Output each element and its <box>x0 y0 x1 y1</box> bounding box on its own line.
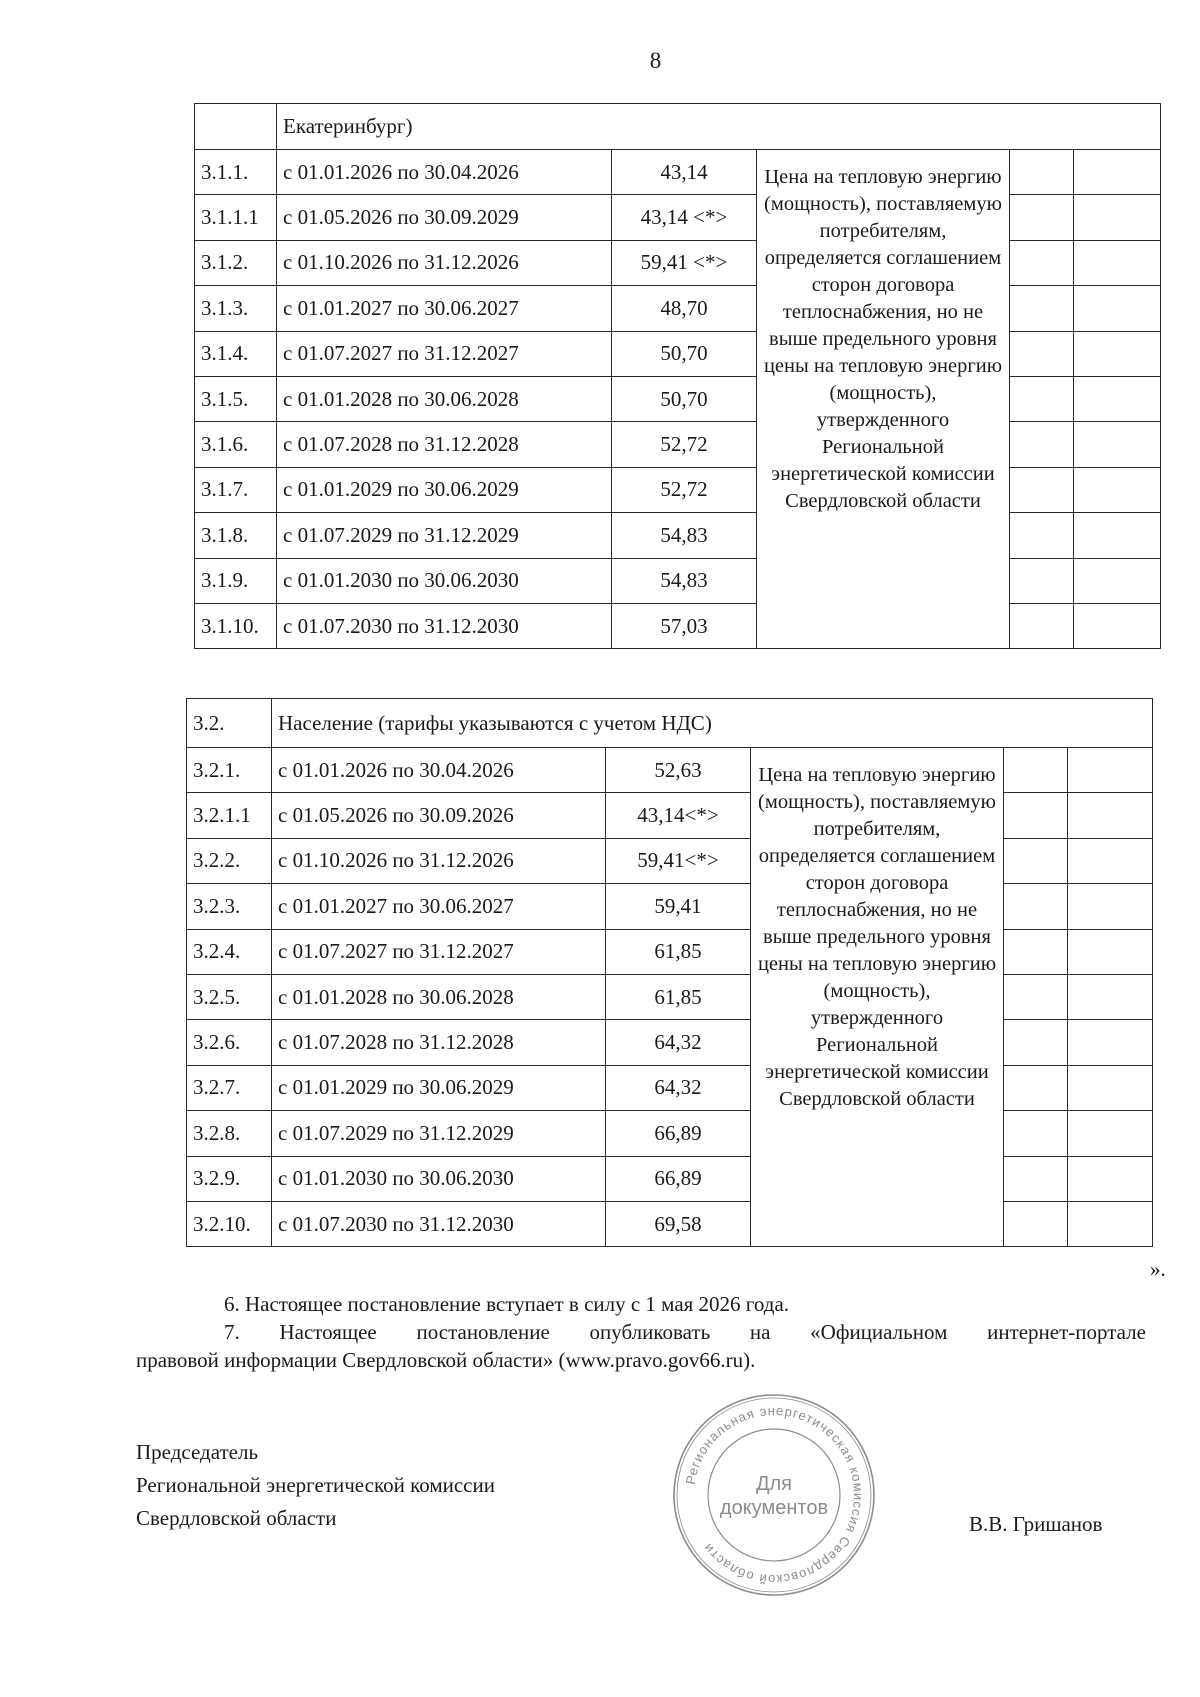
row-period: с 01.01.2026 по 30.04.2026 <box>272 748 606 793</box>
official-stamp <box>669 1390 879 1600</box>
table-row <box>195 422 1161 467</box>
row-number: 3.1.9. <box>195 558 277 603</box>
row-value: 64,32 <box>606 1020 751 1065</box>
row-period: с 01.01.2028 по 30.06.2028 <box>277 376 612 421</box>
row-value: 54,83 <box>612 513 757 558</box>
table-cell-empty <box>1068 884 1153 929</box>
table-cell-empty <box>1004 1156 1068 1201</box>
table-row <box>195 558 1161 603</box>
row-value: 69,58 <box>606 1201 751 1246</box>
row-period: с 01.10.2026 по 31.12.2026 <box>277 240 612 285</box>
table-cell-empty <box>1068 929 1153 974</box>
table-row <box>187 748 1153 793</box>
price-note: Цена на тепловую энергию (мощность), поставляемую потребителям, определяется соглашением сторон договора теплоснабжения, но не выше предельного уровня цены на тепловую энергию (мощность), утвержденного Региональной энергетической комиссии Свердловской области <box>757 150 1010 649</box>
row-number: 3.1.2. <box>195 240 277 285</box>
row-period: с 01.01.2026 по 30.04.2026 <box>277 150 612 195</box>
table-row <box>187 793 1153 838</box>
row-value: 54,83 <box>612 558 757 603</box>
row-number: 3.2.5. <box>187 974 272 1019</box>
table-cell-empty <box>1004 1020 1068 1065</box>
table-cell-empty <box>1010 150 1074 195</box>
row-value: 43,14 <box>612 150 757 195</box>
table-row <box>195 513 1161 558</box>
table-row <box>195 286 1161 331</box>
row-period: с 01.05.2026 по 30.09.2029 <box>277 195 612 240</box>
table-row <box>187 1201 1153 1246</box>
signatory-title-line-2: Региональной энергетической комиссии <box>136 1473 495 1497</box>
table-row <box>195 467 1161 512</box>
table-cell-empty <box>1074 513 1161 558</box>
table-cell-empty <box>1010 286 1074 331</box>
table-cell-empty <box>1074 603 1161 648</box>
row-value: 50,70 <box>612 376 757 421</box>
signatory-title <box>136 1436 495 1535</box>
table-cell-empty <box>1010 376 1074 421</box>
table-cell-empty <box>1074 422 1161 467</box>
table-cell-empty <box>1004 929 1068 974</box>
row-number: 3.2.1. <box>187 748 272 793</box>
table-row <box>195 603 1161 648</box>
row-value: 43,14 <*> <box>612 195 757 240</box>
stamp-center-line-1: Для <box>755 1473 793 1495</box>
row-period: с 01.07.2030 по 31.12.2030 <box>277 603 612 648</box>
row-value: 50,70 <box>612 331 757 376</box>
row-value: 57,03 <box>612 603 757 648</box>
paragraph-7-line-2: правовой информации Свердловской области» (www.pravo.gov66.ru). <box>136 1348 756 1372</box>
table-cell-empty <box>1074 286 1161 331</box>
table-row <box>187 884 1153 929</box>
table-row <box>187 1156 1153 1201</box>
table-row <box>187 974 1153 1019</box>
row-period: с 01.07.2028 по 31.12.2028 <box>277 422 612 467</box>
table-cell-empty <box>1074 240 1161 285</box>
table-cell-empty <box>1010 195 1074 240</box>
table-cell-empty <box>1010 558 1074 603</box>
row-number: 3.1.7. <box>195 467 277 512</box>
row-period: с 01.07.2027 по 31.12.2027 <box>272 929 606 974</box>
table-cell-empty <box>1010 331 1074 376</box>
table-cell-empty <box>1074 558 1161 603</box>
table-cell-empty <box>1010 513 1074 558</box>
table-cell-empty <box>1004 884 1068 929</box>
table-cell-empty <box>1068 838 1153 883</box>
row-value: 66,89 <box>606 1156 751 1201</box>
table-cell-empty <box>1074 150 1161 195</box>
row-number: 3.1.6. <box>195 422 277 467</box>
row-value: 52,63 <box>606 748 751 793</box>
table-cell-empty <box>1068 1020 1153 1065</box>
table-row <box>195 376 1161 421</box>
row-number: 3.2.9. <box>187 1156 272 1201</box>
row-number: 3.1.1. <box>195 150 277 195</box>
row-number: 3.2.3. <box>187 884 272 929</box>
table-cell-empty <box>1068 1201 1153 1246</box>
table-row-header-continuation <box>195 104 1161 150</box>
signatory-title-line-1: Председатель <box>136 1440 259 1464</box>
row-number: 3.2.10. <box>187 1201 272 1246</box>
row-number: 3.2.6. <box>187 1020 272 1065</box>
row-period: с 01.05.2026 по 30.09.2026 <box>272 793 606 838</box>
row-value: 43,14<*> <box>606 793 751 838</box>
paragraph-6: 6. Настоящее постановление вступает в силу с 1 мая 2026 года. <box>224 1292 790 1316</box>
stamp-outer-ring <box>674 1395 874 1595</box>
tariff-table-section-3-1 <box>194 103 1161 649</box>
row-number: 3.2.8. <box>187 1111 272 1156</box>
table-cell-empty <box>1010 240 1074 285</box>
row-value: 59,41<*> <box>606 838 751 883</box>
table-row <box>195 240 1161 285</box>
paragraph-7-line-1: 7. Настоящее постановление опубликовать на «Официальном интернет-портале <box>224 1320 1146 1344</box>
row-number: 3.1.8. <box>195 513 277 558</box>
row-value: 66,89 <box>606 1111 751 1156</box>
table-cell-empty <box>1004 1201 1068 1246</box>
row-number: 3.1.4. <box>195 331 277 376</box>
tariff-table-section-3-2 <box>186 698 1153 1247</box>
row-period: с 01.07.2030 по 31.12.2030 <box>272 1201 606 1246</box>
table-row <box>187 1111 1153 1156</box>
closing-quote: ». <box>1150 1257 1166 1281</box>
row-period: с 01.01.2030 по 30.06.2030 <box>277 558 612 603</box>
table-cell-empty <box>1068 1156 1153 1201</box>
section-header-continuation: Екатеринбург) <box>277 104 1161 150</box>
table-row <box>195 195 1161 240</box>
row-period: с 01.10.2026 по 31.12.2026 <box>272 838 606 883</box>
table-cell-empty <box>1004 748 1068 793</box>
row-period: с 01.01.2029 по 30.06.2029 <box>272 1065 606 1110</box>
table-row <box>187 1065 1153 1110</box>
stamp-center-line-2: документов <box>719 1497 829 1519</box>
table-cell-empty <box>1074 467 1161 512</box>
price-note: Цена на тепловую энергию (мощность), поставляемую потребителям, определяется соглашением сторон договора теплоснабжения, но не выше предельного уровня цены на тепловую энергию (мощность), утвержденного Региональной энергетической комиссии Свердловской области <box>751 748 1004 1247</box>
table-cell-empty <box>1074 376 1161 421</box>
signatory-title-line-3: Свердловской области <box>136 1506 337 1530</box>
table-cell-empty <box>1074 195 1161 240</box>
paragraph-7 <box>136 1318 1146 1374</box>
table-cell-empty <box>1074 331 1161 376</box>
table-cell-empty <box>1004 838 1068 883</box>
stamp-outer-ring-inner <box>677 1398 871 1592</box>
table-row-section-header <box>187 699 1153 748</box>
row-value: 52,72 <box>612 422 757 467</box>
table-row <box>195 150 1161 195</box>
row-number: 3.1.5. <box>195 376 277 421</box>
row-number: 3.2.2. <box>187 838 272 883</box>
row-period: с 01.07.2029 по 31.12.2029 <box>277 513 612 558</box>
table-row <box>195 331 1161 376</box>
table-cell-empty <box>1068 974 1153 1019</box>
row-number: 3.2.1.1 <box>187 793 272 838</box>
row-period: с 01.07.2027 по 31.12.2027 <box>277 331 612 376</box>
section-number: 3.2. <box>187 699 272 748</box>
table-cell-empty <box>1068 793 1153 838</box>
table-cell-empty <box>1004 793 1068 838</box>
row-period: с 01.01.2027 по 30.06.2027 <box>277 286 612 331</box>
row-number: 3.2.7. <box>187 1065 272 1110</box>
row-number: 3.1.1.1 <box>195 195 277 240</box>
row-period: с 01.07.2028 по 31.12.2028 <box>272 1020 606 1065</box>
table-cell-empty <box>1068 1111 1153 1156</box>
table-cell-empty <box>1004 1065 1068 1110</box>
row-number: 3.1.10. <box>195 603 277 648</box>
table-cell-empty <box>1004 974 1068 1019</box>
row-period: с 01.01.2029 по 30.06.2029 <box>277 467 612 512</box>
table-row <box>187 838 1153 883</box>
table-cell-empty <box>1068 748 1153 793</box>
row-value: 48,70 <box>612 286 757 331</box>
table-cell-empty <box>1010 467 1074 512</box>
row-value: 59,41 <*> <box>612 240 757 285</box>
table-row <box>187 1020 1153 1065</box>
row-value: 61,85 <box>606 929 751 974</box>
page-number: 8 <box>649 48 662 73</box>
stamp-inner-ring <box>708 1429 840 1561</box>
row-value: 59,41 <box>606 884 751 929</box>
table-row <box>187 929 1153 974</box>
table-cell-empty <box>195 104 277 150</box>
row-period: с 01.01.2030 по 30.06.2030 <box>272 1156 606 1201</box>
row-period: с 01.07.2029 по 31.12.2029 <box>272 1111 606 1156</box>
signatory-name: В.В. Гришанов <box>969 1512 1103 1536</box>
row-value: 64,32 <box>606 1065 751 1110</box>
row-number: 3.1.3. <box>195 286 277 331</box>
row-period: с 01.01.2027 по 30.06.2027 <box>272 884 606 929</box>
table-cell-empty <box>1004 1111 1068 1156</box>
row-value: 61,85 <box>606 974 751 1019</box>
table-cell-empty <box>1068 1065 1153 1110</box>
row-number: 3.2.4. <box>187 929 272 974</box>
table-cell-empty <box>1010 603 1074 648</box>
row-value: 52,72 <box>612 467 757 512</box>
table-cell-empty <box>1010 422 1074 467</box>
section-title: Население (тарифы указываются с учетом НДС) <box>272 699 1153 748</box>
stamp-ring-text: Региональная энергетическая комиссия Свердловской области <box>682 1402 867 1588</box>
row-period: с 01.01.2028 по 30.06.2028 <box>272 974 606 1019</box>
